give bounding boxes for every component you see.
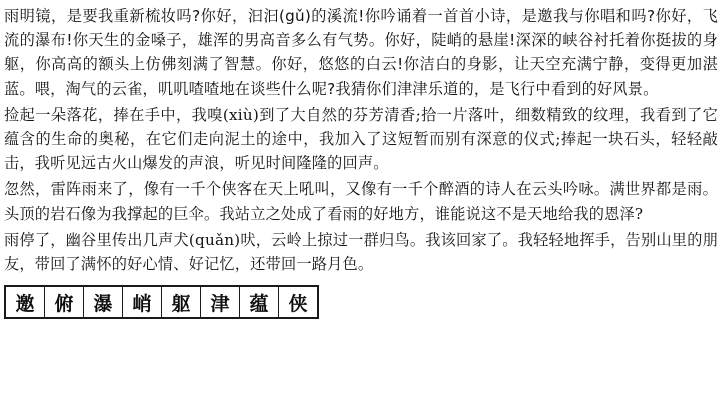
paragraph-1: 雨明镜，是要我重新梳妆吗?你好，汩汩(gǔ)的溪流!你吟诵着一首首小诗，是邀我与你唱和吗?你好，飞流的瀑布!你天生的金嗓子，雄浑的男高音多么有气势。你好，陡峭的悬崖!深深的峡谷衬托着你挺拔的身躯，你高高的额头上仿佛刻满了智慧。你好，悠悠的白云!你洁白的身影，让天空充满宁静，变得更加湛蓝。喂，淘气的云雀，叽叽喳喳地在谈些什么呢?我猜你们津津乐道的，是飞行中看到的好风景。	[4, 7, 718, 98]
character-cell: 邀	[5, 286, 45, 318]
paragraph-2: 捡起一朵落花，捧在手中，我嗅(xiù)到了大自然的芬芳清香;拾一片落叶，细数精致的纹理，我看到了它蕴含的生命的奥秘，在它们走向泥土的途中，我加入了这短暂而别有深意的仪式;捧起一块石头，轻轻敲击，我听见远古火山爆发的声浪，听见时间隆隆的回声。	[4, 105, 718, 173]
paragraph-3: 忽然，雷阵雨来了，像有一千个侠客在天上吼叫，又像有一千个醉酒的诗人在云头吟咏。满世界都是雨。头顶的岩石像为我撑起的巨伞。我站立之处成了看雨的好地方，谁能说这不是天地给我的恩泽?	[4, 180, 718, 223]
character-cell: 津	[201, 286, 240, 318]
character-cell: 瀑	[84, 286, 123, 318]
character-cell: 蕴	[240, 286, 279, 318]
character-cell: 峭	[123, 286, 162, 318]
character-cell: 侠	[279, 286, 319, 318]
character-cell: 躯	[162, 286, 201, 318]
table-row	[5, 286, 318, 318]
paragraph-4: 雨停了，幽谷里传出几声犬(quǎn)吠，云岭上掠过一群归鸟。我该回家了。我轻轻地挥手，告别山里的朋友，带回了满怀的好心情、好记忆，还带回一路月色。	[4, 230, 718, 274]
character-table	[4, 285, 319, 319]
character-cell: 俯	[45, 286, 84, 318]
